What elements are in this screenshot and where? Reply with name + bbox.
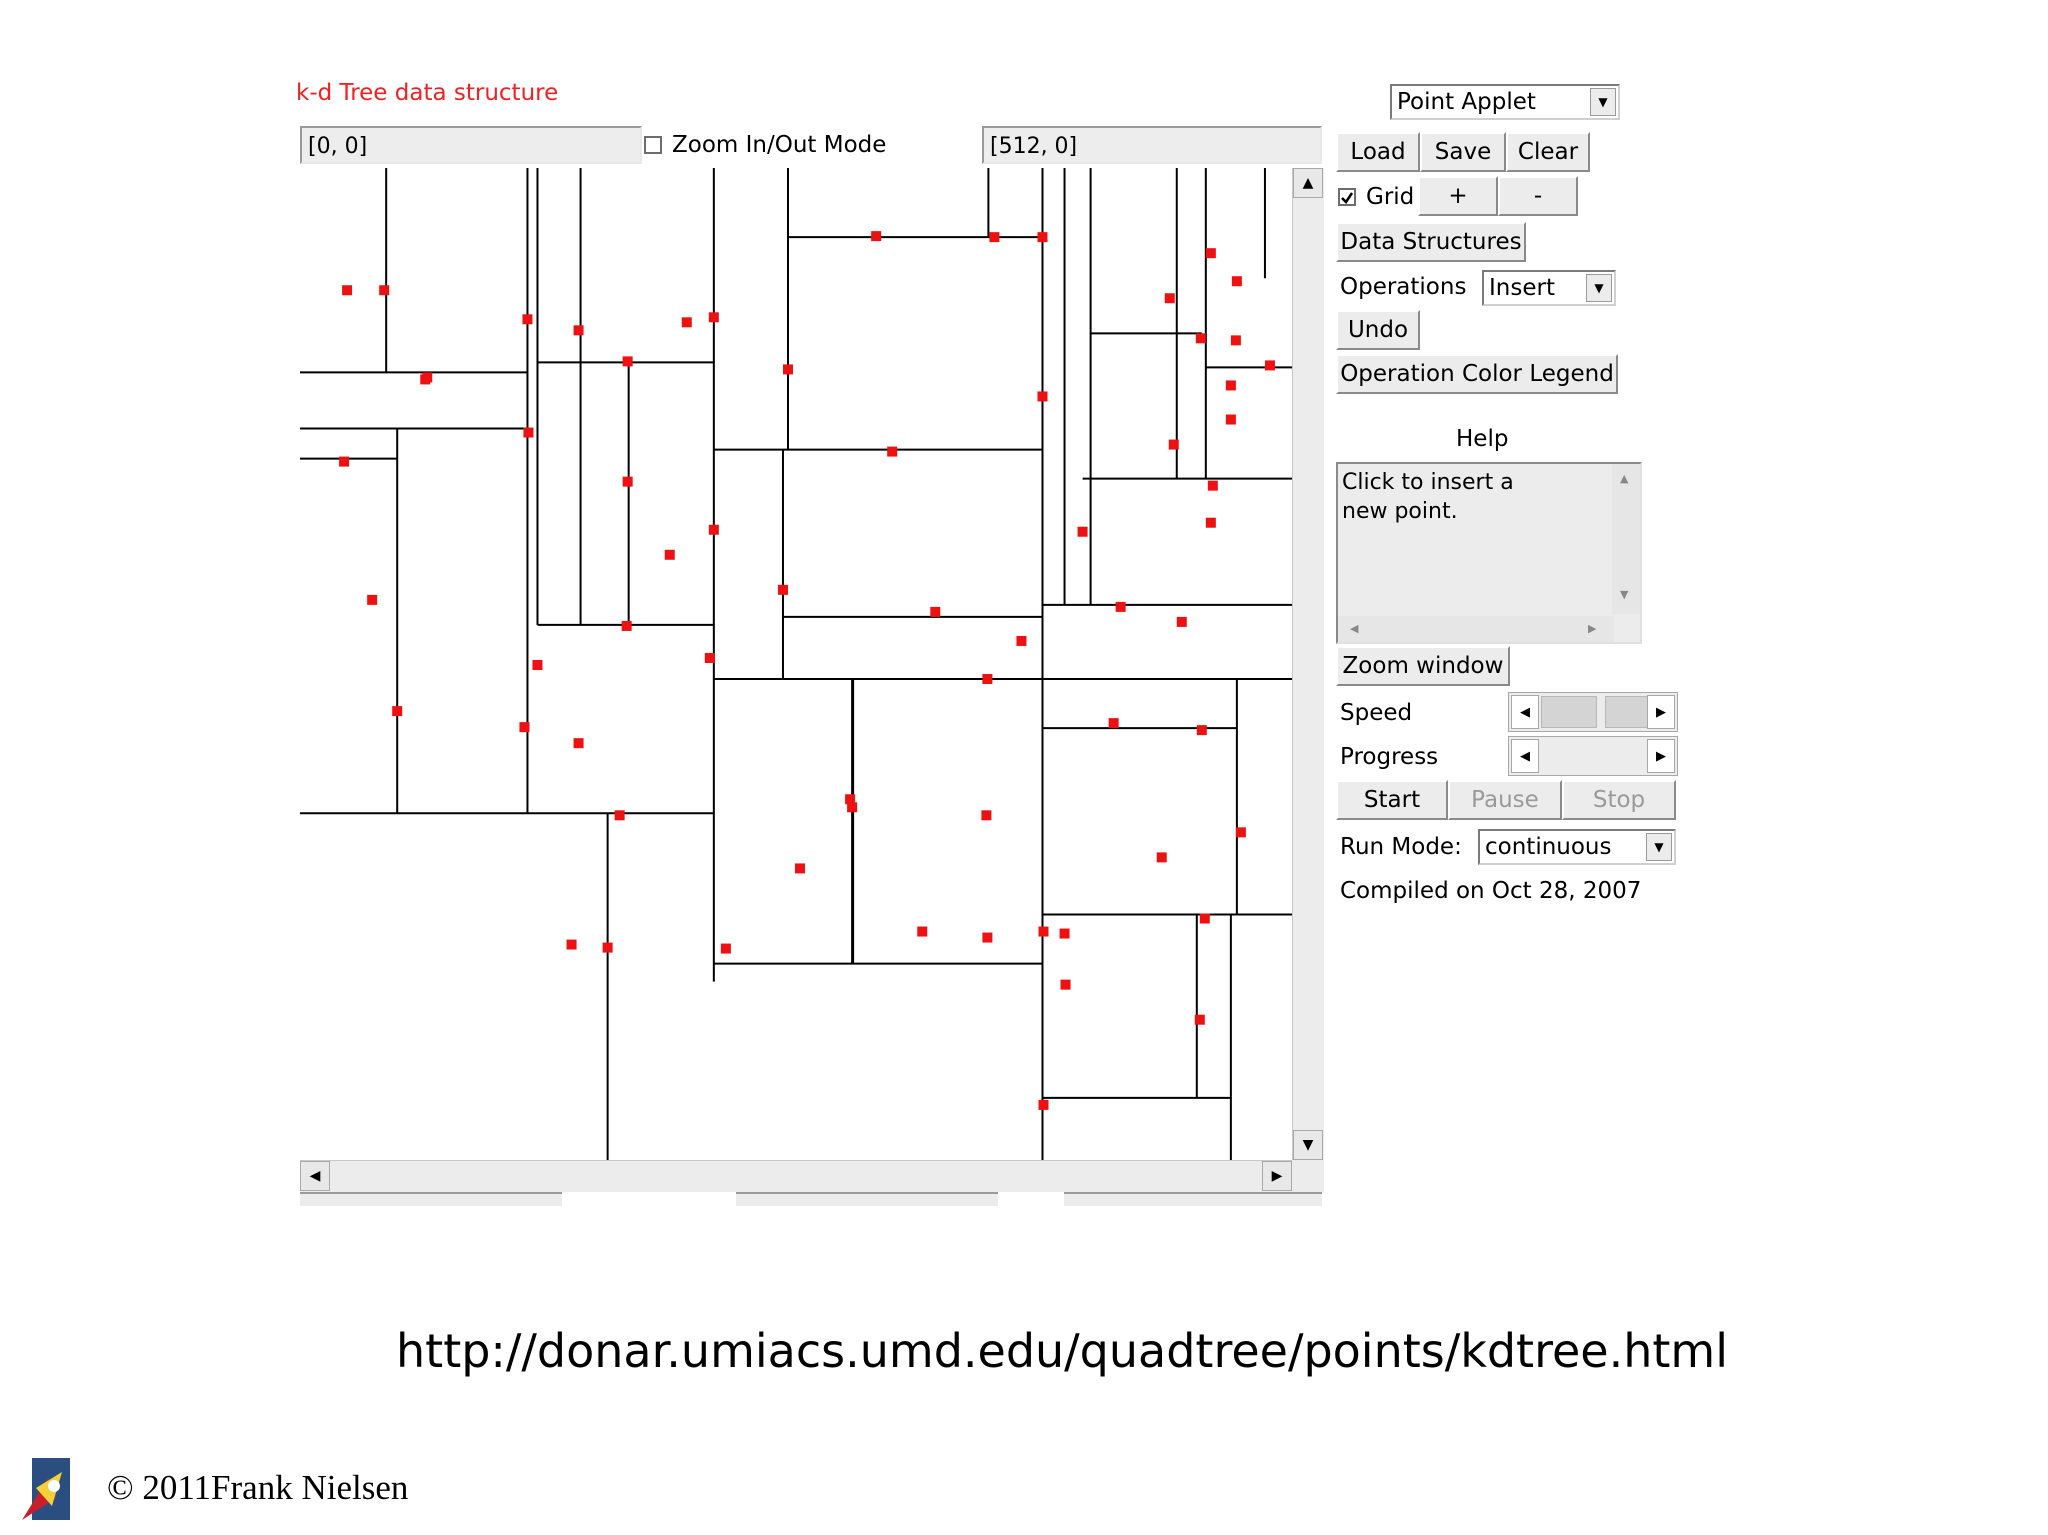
data-point[interactable] (1037, 232, 1047, 242)
coord-bottom-left (300, 1192, 562, 1206)
data-point[interactable] (1060, 929, 1070, 939)
kd-tree-canvas[interactable] (300, 168, 1292, 1160)
pause-button[interactable]: Pause (1448, 780, 1562, 820)
data-point[interactable] (1078, 527, 1088, 537)
speed-slider-thumb[interactable] (1541, 696, 1597, 728)
data-point[interactable] (523, 428, 533, 438)
help-vertical-scrollbar[interactable] (1612, 464, 1640, 614)
data-point[interactable] (795, 863, 805, 873)
applet-select[interactable] (1390, 84, 1620, 120)
speed-label: Speed (1340, 700, 1413, 726)
data-point[interactable] (567, 940, 577, 950)
dropdown-arrow-icon[interactable]: ▼ (1586, 274, 1612, 302)
data-point[interactable] (982, 674, 992, 684)
run-mode-select-value: continuous (1485, 834, 1612, 860)
data-point[interactable] (1206, 248, 1216, 258)
undo-button[interactable]: Undo (1336, 310, 1420, 350)
data-point[interactable] (721, 944, 731, 954)
scroll-left-icon[interactable]: ◀ (300, 1161, 330, 1191)
coord-bottom-mid (736, 1192, 998, 1206)
data-structures-button[interactable]: Data Structures (1336, 222, 1526, 262)
data-point[interactable] (392, 706, 402, 716)
copyright-notice: © 2011Frank Nielsen (107, 1468, 409, 1507)
help-text: Click to insert a new point. (1342, 470, 1514, 524)
data-point[interactable] (1236, 827, 1246, 837)
data-point[interactable] (1038, 927, 1048, 937)
scroll-left-icon[interactable]: ◀ (1350, 622, 1359, 635)
scroll-down-icon[interactable]: ▼ (1620, 588, 1629, 601)
data-point[interactable] (574, 325, 584, 335)
scroll-right-icon[interactable]: ▶ (1647, 739, 1675, 773)
data-point[interactable] (519, 722, 529, 732)
data-point[interactable] (623, 356, 633, 366)
run-mode-select[interactable] (1478, 829, 1676, 865)
coord-bottom-right (1064, 1192, 1322, 1206)
data-point[interactable] (522, 314, 532, 324)
dropdown-arrow-icon[interactable]: ▼ (1590, 88, 1616, 116)
data-point[interactable] (705, 653, 715, 663)
data-point[interactable] (623, 477, 633, 487)
scroll-up-icon[interactable]: ▲ (1620, 472, 1629, 485)
data-point[interactable] (615, 810, 625, 820)
clear-button[interactable]: Clear (1506, 132, 1590, 172)
horizontal-scrollbar[interactable] (300, 1160, 1292, 1192)
data-point[interactable] (367, 595, 377, 605)
grid-label: Grid (1366, 184, 1415, 210)
data-point[interactable] (532, 660, 542, 670)
scroll-left-icon[interactable]: ◀ (1511, 695, 1539, 729)
coord-top-right: [512, 0] (982, 126, 1322, 164)
start-button[interactable]: Start (1336, 780, 1448, 820)
data-point[interactable] (871, 231, 881, 241)
save-button[interactable]: Save (1420, 132, 1506, 172)
applet-title: k-d Tree data structure (296, 80, 559, 106)
compiled-date: Compiled on Oct 28, 2007 (1340, 878, 1642, 904)
data-point[interactable] (665, 550, 675, 560)
data-point[interactable] (622, 621, 632, 631)
scroll-corner (1292, 1160, 1324, 1192)
zoom-window-button[interactable]: Zoom window (1336, 646, 1510, 686)
stop-button[interactable]: Stop (1562, 780, 1676, 820)
data-point[interactable] (574, 738, 584, 748)
data-point[interactable] (1226, 415, 1236, 425)
progress-label: Progress (1340, 744, 1439, 770)
data-point[interactable] (1016, 636, 1026, 646)
speed-slider[interactable] (1508, 692, 1678, 732)
run-mode-label: Run Mode: (1340, 834, 1462, 860)
help-label: Help (1456, 426, 1509, 452)
data-point[interactable] (1037, 391, 1047, 401)
scroll-down-icon[interactable]: ▼ (1293, 1130, 1323, 1160)
data-point[interactable] (1038, 1100, 1048, 1110)
checkmark-icon (1340, 191, 1354, 205)
data-point[interactable] (847, 802, 857, 812)
data-point[interactable] (982, 933, 992, 943)
data-point[interactable] (1197, 725, 1207, 735)
data-point[interactable] (709, 312, 719, 322)
data-point[interactable] (1177, 617, 1187, 627)
data-point[interactable] (1232, 276, 1242, 286)
data-point[interactable] (379, 285, 389, 295)
data-point[interactable] (1165, 293, 1175, 303)
data-point[interactable] (339, 457, 349, 467)
help-textarea[interactable] (1336, 462, 1642, 644)
coord-top-left: [0, 0] (300, 126, 642, 164)
applet-select-value: Point Applet (1397, 89, 1536, 115)
data-point[interactable] (981, 810, 991, 820)
progress-slider[interactable] (1508, 736, 1678, 776)
data-point[interactable] (1196, 333, 1206, 343)
speed-slider-track (1605, 696, 1651, 728)
data-point[interactable] (342, 285, 352, 295)
data-point[interactable] (1195, 1015, 1205, 1025)
operations-label: Operations (1340, 274, 1467, 300)
data-point[interactable] (887, 447, 897, 457)
data-point[interactable] (778, 585, 788, 595)
data-point[interactable] (917, 927, 927, 937)
load-button[interactable]: Load (1336, 132, 1420, 172)
data-point[interactable] (1231, 335, 1241, 345)
scroll-right-icon[interactable]: ▶ (1647, 695, 1675, 729)
data-point[interactable] (1265, 360, 1275, 370)
source-url: http://donar.umiacs.umd.edu/quadtree/points/kdtree.html (396, 1324, 1729, 1378)
data-point[interactable] (682, 317, 692, 327)
data-point[interactable] (1208, 481, 1218, 491)
data-point[interactable] (422, 372, 432, 382)
grid-minus-button[interactable]: - (1498, 176, 1578, 216)
data-point[interactable] (709, 525, 719, 535)
data-point[interactable] (1157, 852, 1167, 862)
vertical-scrollbar[interactable] (1292, 168, 1324, 1160)
data-point[interactable] (1109, 718, 1119, 728)
operations-select-value: Insert (1489, 275, 1555, 301)
data-point[interactable] (989, 232, 999, 242)
grid-checkbox[interactable] (1338, 188, 1356, 206)
data-point[interactable] (930, 607, 940, 617)
zoom-mode-label: Zoom In/Out Mode (672, 132, 887, 158)
data-point[interactable] (1169, 440, 1179, 450)
grid-plus-button[interactable]: + (1418, 176, 1498, 216)
data-point[interactable] (1206, 518, 1216, 528)
data-point[interactable] (603, 943, 613, 953)
scroll-up-icon[interactable]: ▲ (1293, 168, 1323, 198)
scroll-left-icon[interactable]: ◀ (1511, 739, 1539, 773)
operation-color-legend-button[interactable]: Operation Color Legend (1336, 354, 1618, 394)
operations-select[interactable] (1482, 270, 1616, 306)
kd-tree-drawing[interactable] (300, 168, 1292, 1160)
scroll-right-icon[interactable]: ▶ (1588, 622, 1597, 635)
data-point[interactable] (1200, 914, 1210, 924)
data-point[interactable] (783, 364, 793, 374)
data-point[interactable] (1226, 380, 1236, 390)
dropdown-arrow-icon[interactable]: ▼ (1646, 833, 1672, 861)
scroll-right-icon[interactable]: ▶ (1262, 1161, 1292, 1191)
help-horizontal-scrollbar[interactable] (1338, 616, 1614, 642)
logo-icon (22, 1458, 74, 1522)
data-point[interactable] (1061, 980, 1071, 990)
zoom-mode-checkbox[interactable] (644, 136, 662, 154)
data-point[interactable] (1116, 602, 1126, 612)
